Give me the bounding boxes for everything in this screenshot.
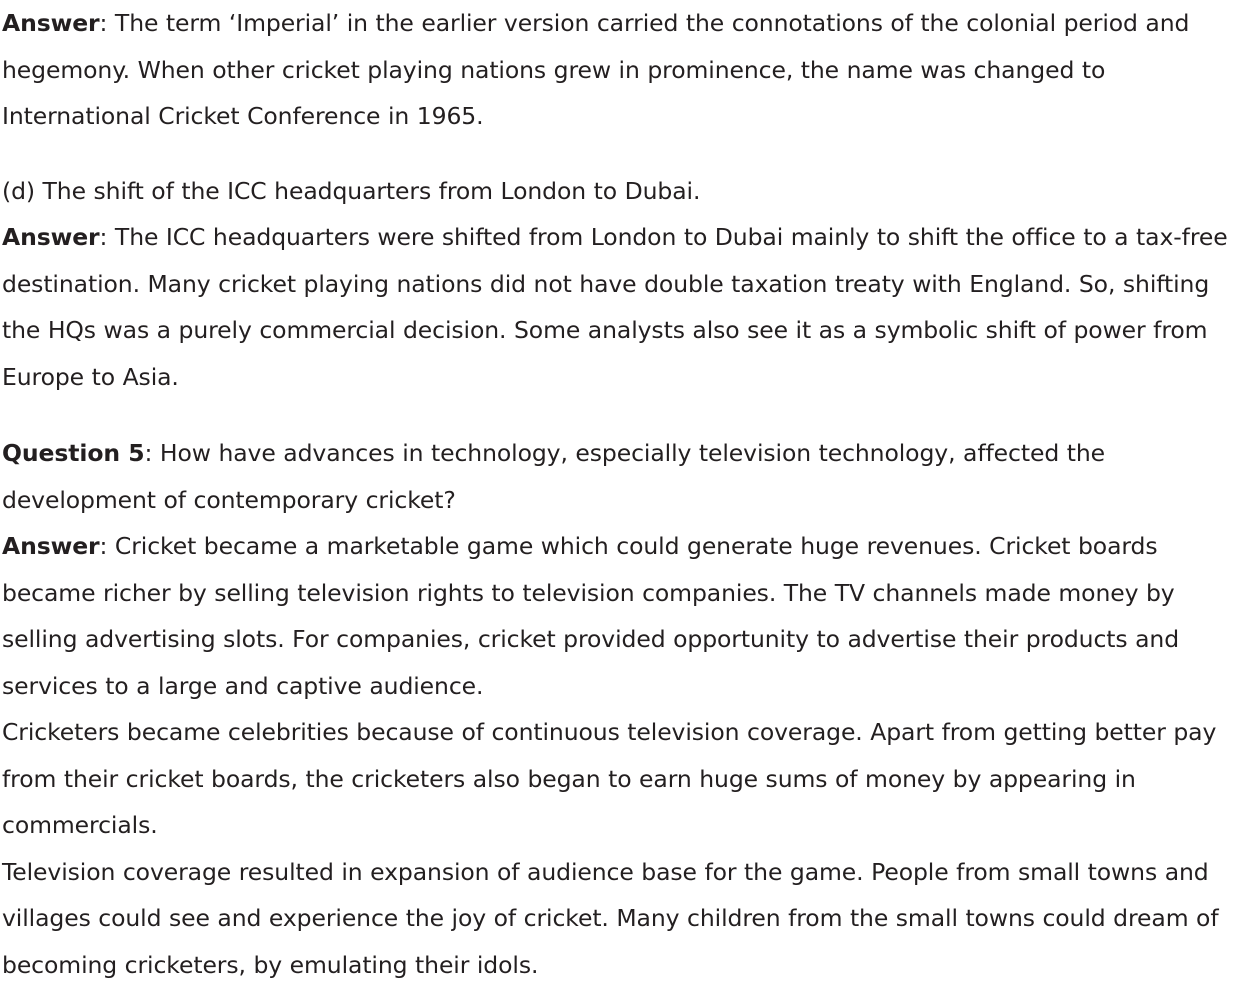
question-d-block: [2, 168, 1243, 215]
answer-label: Answer: [2, 223, 100, 251]
question-5-block: [2, 430, 1243, 523]
answer-headquarters-block: [2, 214, 1243, 400]
spacer-2: [2, 400, 1243, 430]
answer-technology-paragraph-1: [2, 523, 1243, 709]
question-5-label: Question 5: [2, 439, 145, 467]
answer-imperial-block: [2, 0, 1243, 140]
answer-label: Answer: [2, 532, 100, 560]
question-d-paragraph: (d) The shift of the ICC headquarters from London to Dubai.: [2, 168, 1243, 215]
question-5-paragraph: [2, 430, 1243, 523]
answer-technology-paragraph-2: Cricketers became celebrities because of continuous television coverage. Apart from getting better pay from their cricket boards, the cricketers also began to earn huge sums of money by appearing in commercials.: [2, 709, 1243, 849]
answer-technology-block-3: [2, 849, 1243, 988]
answer-technology-paragraph-3: Television coverage resulted in expansion of audience base for the game. People from small towns and villages could see and experience the joy of cricket. Many children from the small towns could dream of becoming cricketers, by emulating their idols.: [2, 849, 1243, 988]
answer-label: Answer: [2, 9, 100, 37]
question-5-text: : How have advances in technology, especially television technology, affected the development of contemporary cricket?: [2, 439, 1105, 514]
spacer-1: [2, 140, 1243, 168]
answer-imperial-text: : The term ‘Imperial’ in the earlier version carried the connotations of the colonial period and hegemony. When other cricket playing nations grew in prominence, the name was changed to International Cricket Conference in 1965.: [2, 9, 1189, 130]
answer-headquarters-text: : The ICC headquarters were shifted from London to Dubai mainly to shift the office to a tax-free destination. Many cricket playing nations did not have double taxation treaty with England. So, shifting the HQs was a purely commercial decision. Some analysts also see it as a symbolic shift of power from Europe to Asia.: [2, 223, 1228, 391]
answer-headquarters-paragraph: [2, 214, 1243, 400]
answer-technology-text-1: : Cricket became a marketable game which could generate huge revenues. Cricket boards became richer by selling television rights to television companies. The TV channels made money by selling advertising slots. For companies, cricket provided opportunity to advertise their products and services to a large and captive audience.: [2, 532, 1179, 700]
answer-technology-block-1: [2, 523, 1243, 709]
answer-technology-block-2: [2, 709, 1243, 849]
answer-imperial-paragraph: [2, 0, 1243, 140]
